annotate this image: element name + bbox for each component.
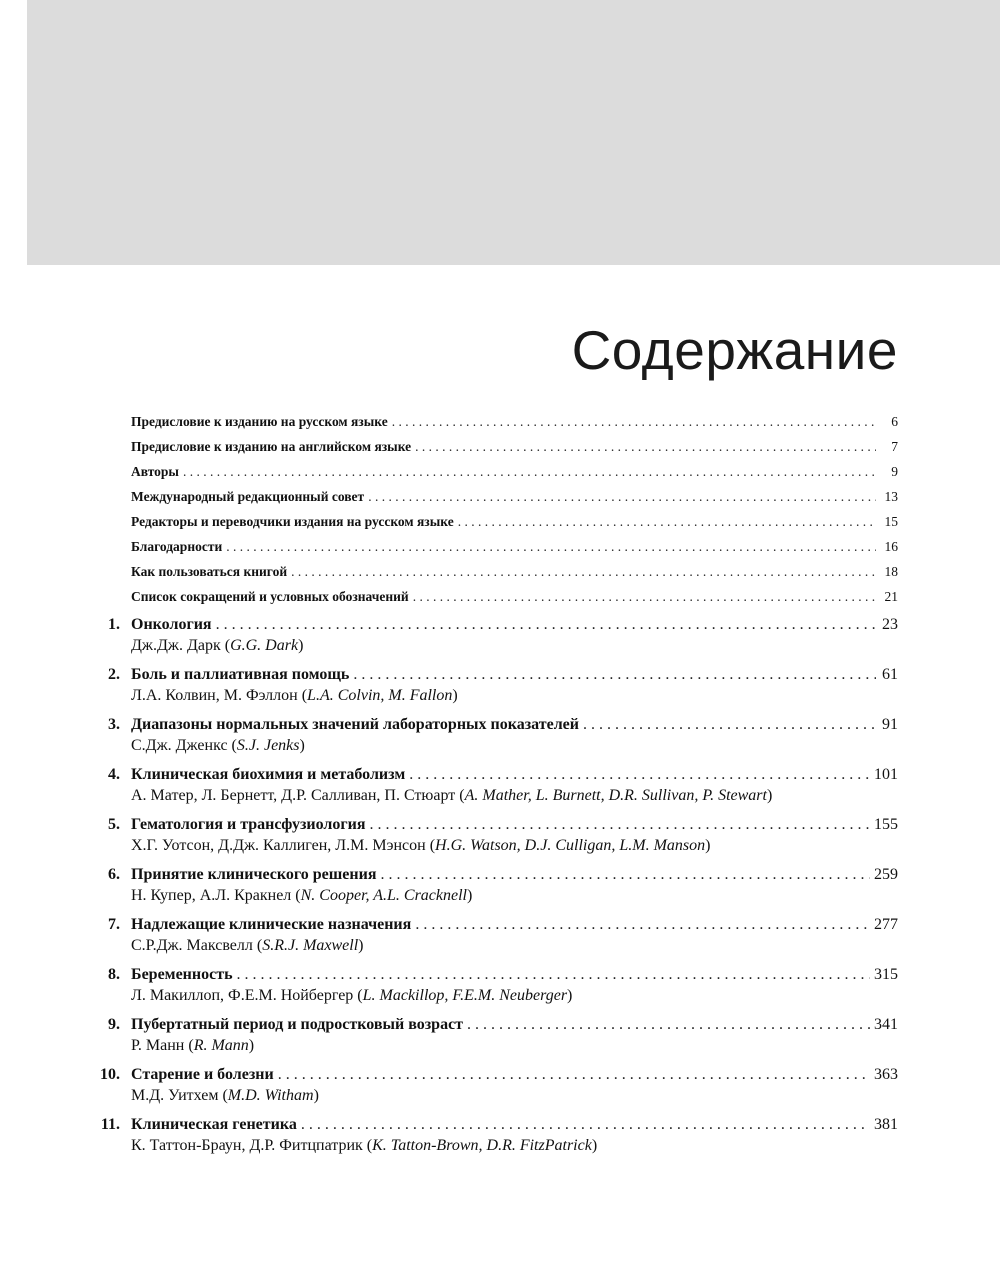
chapter-page: 61	[882, 666, 898, 683]
chapter-page: 101	[874, 766, 898, 783]
authors-ru: С.Дж. Дженкс	[131, 737, 228, 754]
chapter-number: 10.	[100, 1066, 120, 1083]
chapter-number: 3.	[108, 716, 120, 733]
toc-chapter-7[interactable]	[108, 916, 898, 934]
toc-entry-page: 7	[891, 439, 898, 454]
chapter-title: Старение и болезни	[131, 1066, 274, 1083]
authors-en: A. Mather, L. Burnett, D.R. Sullivan, P. Stewart	[464, 787, 767, 804]
authors-en: R. Mann	[193, 1037, 249, 1054]
toc-entry-abbreviations[interactable]	[131, 589, 898, 605]
chapter-number: 8.	[108, 966, 120, 983]
toc-entry-label: Международный редакционный совет	[131, 489, 365, 504]
dot-leader	[415, 916, 870, 934]
toc-entry-page: 9	[891, 464, 898, 479]
chapter-title: Гематология и трансфузиология	[131, 816, 366, 833]
chapter-page: 381	[874, 1116, 898, 1133]
toc-chapter-2[interactable]	[108, 666, 898, 684]
toc-entry-preface-english[interactable]	[131, 439, 898, 455]
chapter-authors: М.Д. Уитхем (M.D. Witham)	[131, 1087, 319, 1104]
authors-ru: М.Д. Уитхем	[131, 1087, 219, 1104]
authors-ru: Л. Макиллоп, Ф.Е.М. Нойбергер	[131, 987, 354, 1004]
toc-entry-label: Редакторы и переводчики издания на русском языке	[131, 514, 454, 529]
toc-entry-label: Авторы	[131, 464, 179, 479]
chapter-number: 7.	[108, 916, 120, 933]
toc-entry-label: Предисловие к изданию на русском языке	[131, 414, 388, 429]
chapter-authors: Л.А. Колвин, М. Фэллон (L.A. Colvin, M. Fallon)	[131, 687, 458, 704]
chapter-authors: Дж.Дж. Дарк (G.G. Dark)	[131, 637, 304, 654]
chapter-title: Онкология	[131, 616, 212, 633]
toc-entry-label: Благодарности	[131, 539, 223, 554]
authors-ru: А. Матер, Л. Бернетт, Д.Р. Салливан, П. Стюарт	[131, 787, 456, 804]
authors-en: N. Cooper, A.L. Cracknell	[300, 887, 467, 904]
chapter-number: 5.	[108, 816, 120, 833]
dot-leader	[370, 816, 871, 834]
chapter-authors: Н. Купер, А.Л. Кракнел (N. Cooper, A.L. Cracknell)	[131, 887, 473, 904]
toc-chapter-4[interactable]	[108, 766, 898, 784]
chapter-title: Клиническая биохимия и метаболизм	[131, 766, 406, 783]
toc-entry-page: 15	[884, 514, 898, 529]
chapter-number: 6.	[108, 866, 120, 883]
chapter-page: 315	[874, 966, 898, 983]
chapter-title: Надлежащие клинические назначения	[131, 916, 412, 933]
dot-leader	[226, 539, 876, 555]
dot-leader	[301, 1116, 870, 1134]
toc-entry-acknowledgements[interactable]	[131, 539, 898, 555]
toc-chapter-10[interactable]	[100, 1066, 898, 1084]
toc-chapter-8[interactable]	[108, 966, 898, 984]
dot-leader	[278, 1066, 870, 1084]
chapter-page: 277	[874, 916, 898, 933]
chapter-authors: К. Таттон-Браун, Д.Р. Фитцпатрик (K. Tatton-Brown, D.R. FitzPatrick)	[131, 1137, 598, 1154]
dot-leader	[353, 666, 876, 684]
toc-chapter-3[interactable]	[108, 716, 898, 734]
chapter-number: 11.	[100, 1116, 120, 1133]
chapter-title: Клиническая генетика	[131, 1116, 297, 1133]
toc-chapter-5[interactable]	[108, 816, 898, 834]
chapter-authors: Л. Макиллоп, Ф.Е.М. Нойбергер (L. Mackillop, F.E.M. Neuberger)	[131, 987, 573, 1004]
dot-leader	[583, 716, 876, 734]
chapter-page: 155	[874, 816, 898, 833]
dot-leader	[237, 966, 870, 984]
authors-ru: Л.А. Колвин, М. Фэллон	[131, 687, 298, 704]
dot-leader	[392, 414, 876, 430]
toc-entry-how-to-use[interactable]	[131, 564, 898, 580]
toc-entry-page: 18	[884, 564, 898, 579]
dot-leader	[409, 766, 870, 784]
toc-entry-editorial-board[interactable]	[131, 489, 898, 505]
authors-ru: Дж.Дж. Дарк	[131, 637, 221, 654]
toc-entry-label: Как пользоваться книгой	[131, 564, 288, 579]
authors-ru: С.Р.Дж. Максвелл	[131, 937, 253, 954]
authors-en: M.D. Witham	[227, 1087, 314, 1104]
toc-chapter-9[interactable]	[108, 1016, 898, 1034]
authors-ru: Р. Манн	[131, 1037, 185, 1054]
chapter-page: 363	[874, 1066, 898, 1083]
dot-leader	[458, 514, 876, 530]
authors-ru: К. Таттон-Браун, Д.Р. Фитцпатрик	[131, 1137, 363, 1154]
authors-en: S.J. Jenks	[236, 737, 300, 754]
chapter-title: Пубертатный период и подростковый возраст	[131, 1016, 464, 1033]
chapter-page: 91	[882, 716, 898, 733]
chapter-authors: А. Матер, Л. Бернетт, Д.Р. Салливан, П. Стюарт (A. Mather, L. Burnett, D.R. Sullivan, P. Stewart)	[131, 787, 773, 804]
toc-chapter-6[interactable]	[108, 866, 898, 884]
authors-en: H.G. Watson, D.J. Culligan, L.M. Manson	[435, 837, 706, 854]
chapter-number: 4.	[108, 766, 120, 783]
toc-entry-page: 13	[884, 489, 898, 504]
authors-en: L.A. Colvin, M. Fallon	[307, 687, 453, 704]
chapter-number: 2.	[108, 666, 120, 683]
toc-entry-page: 6	[891, 414, 898, 429]
dot-leader	[415, 439, 876, 455]
toc-entry-authors[interactable]	[131, 464, 898, 480]
chapter-page: 341	[874, 1016, 898, 1033]
chapter-authors: С.Р.Дж. Максвелл (S.R.J. Maxwell)	[131, 937, 364, 954]
dot-leader	[183, 464, 876, 480]
authors-en: K. Tatton-Brown, D.R. FitzPatrick	[372, 1137, 592, 1154]
toc-entry-label: Предисловие к изданию на английском языке	[131, 439, 412, 454]
dot-leader	[467, 1016, 870, 1034]
dot-leader	[291, 564, 876, 580]
chapter-authors: Х.Г. Уотсон, Д.Дж. Каллиген, Л.М. Мэнсон (H.G. Watson, D.J. Culligan, L.M. Manson)	[131, 837, 711, 854]
authors-en: S.R.J. Maxwell	[262, 937, 359, 954]
authors-ru: Н. Купер, А.Л. Кракнел	[131, 887, 292, 904]
chapter-page: 259	[874, 866, 898, 883]
page-title: Содержание	[571, 319, 898, 381]
authors-en: G.G. Dark	[230, 637, 299, 654]
toc-entry-page: 16	[884, 539, 898, 554]
chapter-authors: Р. Манн (R. Mann)	[131, 1037, 255, 1054]
toc-entry-editors-translators[interactable]	[131, 514, 898, 530]
chapter-number: 1.	[108, 616, 120, 633]
chapter-title: Беременность	[131, 966, 233, 983]
header-band	[27, 0, 1000, 265]
toc-entry-label: Список сокращений и условных обозначений	[131, 589, 409, 604]
toc-entry-preface-russian[interactable]	[131, 414, 898, 430]
dot-leader	[413, 589, 876, 605]
chapter-page: 23	[882, 616, 898, 633]
dot-leader	[368, 489, 876, 505]
chapter-title: Принятие клинического решения	[131, 866, 377, 883]
dot-leader	[380, 866, 870, 884]
dot-leader	[216, 616, 876, 634]
chapter-authors: С.Дж. Дженкс (S.J. Jenks)	[131, 737, 305, 754]
toc-chapter-11[interactable]	[100, 1116, 898, 1134]
authors-ru: Х.Г. Уотсон, Д.Дж. Каллиген, Л.М. Мэнсон	[131, 837, 426, 854]
chapter-title: Боль и паллиативная помощь	[131, 666, 350, 683]
toc-chapter-1[interactable]	[108, 616, 898, 634]
toc-entry-page: 21	[884, 589, 898, 604]
chapter-number: 9.	[108, 1016, 120, 1033]
chapter-title: Диапазоны нормальных значений лабораторных показателей	[131, 716, 579, 733]
authors-en: L. Mackillop, F.E.M. Neuberger	[362, 987, 568, 1004]
